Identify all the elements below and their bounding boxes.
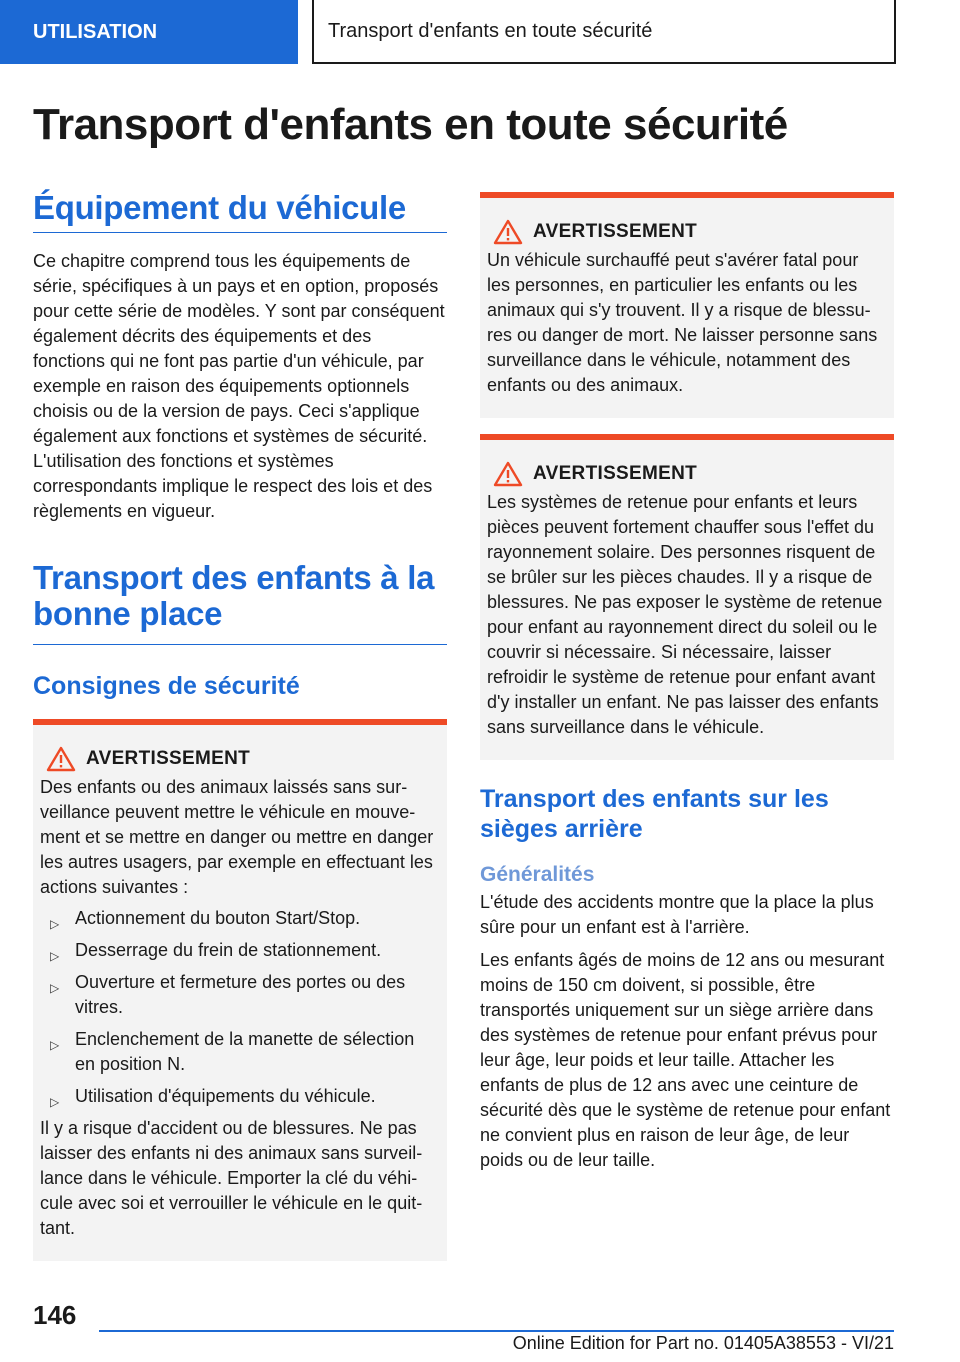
list-item-text: Ouverture et fermeture des portes ou des vitres.	[75, 972, 406, 1017]
footer-divider	[99, 1330, 894, 1332]
warning-text: Un véhicule surchauffé peut s'avérer fatal pour les personnes, en particulier les enfants ou les animaux qui s'y trouvent. Il y a risque de blessures ou danger de mort. Ne laisser personne sans surveillance dans le véhicule, notamment des enfants ou des animaux.	[487, 250, 878, 395]
equipement-heading-block	[33, 190, 447, 233]
list-item-text: Actionnement du bouton Start/Stop.	[75, 908, 361, 928]
chapter-label: Transport d'enfants en toute sécurité	[328, 19, 653, 42]
paragraph-equipement: Ce chapitre comprend tous les équipements de série, spécifiques à un pays et en option, proposés pour cette série de modèles. Y sont par conséquent également décrits des équipements et des fonctions qui ne font pas partie d'un véhicule, par exemple en raison des équipements optionnels choisis ou de la version de pays. Ceci s'applique également aux fonctions et systèmes de sécurité. L'utilisation des fonctions et systèmes correspondants implique le respect des lois et des règlements en vigueur.	[33, 251, 445, 521]
warning-triangle-icon	[493, 461, 523, 487]
chapter-header	[312, 0, 896, 64]
page-title: Transport d'enfants en toute sécurité	[33, 100, 788, 149]
heading-sieges-arriere: Transport des enfants sur les sièges arrière	[480, 785, 829, 843]
warning-list	[40, 906, 439, 1109]
footer-edition: Online Edition for Part no. 01405A38553 - VI/21	[512, 1333, 894, 1353]
triangle-right-bullet-icon: ▷	[50, 1095, 60, 1109]
warning-title: AVERTISSEMENT	[533, 463, 698, 484]
warning-title: AVERTISSEMENT	[533, 221, 698, 242]
list-item	[40, 906, 439, 931]
list-item-text: Utilisation d'équipements du véhicule.	[75, 1086, 376, 1106]
warning-intro: Des enfants ou des animaux laissés sans surveillance peuvent mettre le véhicule en mouvement et se mettre en danger ou mettre en danger les autres usagers, par exemple en effectuant les actions suivantes :	[40, 777, 434, 897]
warning-box-overheat	[480, 192, 894, 418]
transport-heading-block	[33, 560, 447, 645]
triangle-right-bullet-icon: ▷	[50, 949, 60, 963]
warning-text: Les systèmes de retenue pour enfants et leurs pièces peuvent fortement chauffer sous l'effet du rayonnement solaire. Des personnes risquent de se brûler sur les pièces chaudes. Il y a risque de blessures. Ne pas exposer le système de retenue pour enfant au rayonnement direct du soleil ou le couvrir si nécessaire. Si nécessaire, laisser refroidir le système de retenue pour enfant avant d'y installer un enfant. Ne pas laisser des enfants sans surveillance dans le véhicule.	[487, 492, 883, 737]
heading-equipement: Équipement du véhicule	[33, 189, 406, 226]
left-column	[33, 190, 447, 1261]
paragraph-accidents: L'étude des accidents montre que la place la plus sûre pour un enfant est à l'arrière.	[480, 892, 874, 937]
list-item	[40, 938, 439, 963]
triangle-right-bullet-icon: ▷	[50, 1038, 60, 1052]
triangle-right-bullet-icon: ▷	[50, 981, 60, 995]
warning-triangle-icon	[46, 746, 76, 772]
warning-box-sun	[480, 434, 894, 760]
list-item	[40, 1084, 439, 1109]
warning-outro: Il y a risque d'accident ou de blessures. Ne pas laisser des enfants ni des animaux sans surveillance dans le véhicule. Emporter la clé du véhicule avec soi et verrouiller le véhicule en le quittant.	[40, 1118, 423, 1238]
warning-box-left	[33, 719, 447, 1261]
triangle-right-bullet-icon: ▷	[50, 917, 60, 931]
warning-header	[487, 218, 886, 246]
list-item-text: Desserrage du frein de stationnement.	[75, 940, 382, 960]
list-item	[40, 1027, 439, 1077]
warning-header	[487, 460, 886, 488]
heading-transport-bonne-place: Transport des enfants à la bonne place	[33, 559, 435, 632]
paragraph-age-taille: Les enfants âgés de moins de 12 ans ou mesurant moins de 150 cm doivent, si possible, être transportés uniquement sur un siège arrière dans des systèmes de retenue pour enfant prévus pour leur âge, leur poids et leur taille. Attacher les enfants de plus de 12 ans avec une ceinture de sécurité dès que le système de retenue pour enfant ne convient plus en raison de leur âge, de leur poids ou de leur taille.	[480, 950, 891, 1170]
list-item-text: Enclenchement de la manette de sélection en position N.	[75, 1029, 415, 1074]
heading-generalites: Généralités	[480, 863, 595, 886]
page-number: 146	[33, 1300, 77, 1330]
list-item	[40, 970, 439, 1020]
warning-header	[40, 745, 439, 773]
section-tab	[0, 0, 298, 64]
warning-title: AVERTISSEMENT	[86, 748, 251, 769]
heading-consignes: Consignes de sécurité	[33, 672, 300, 700]
warning-triangle-icon	[493, 219, 523, 245]
right-column	[480, 192, 894, 1173]
section-label: UTILISATION	[33, 20, 158, 43]
